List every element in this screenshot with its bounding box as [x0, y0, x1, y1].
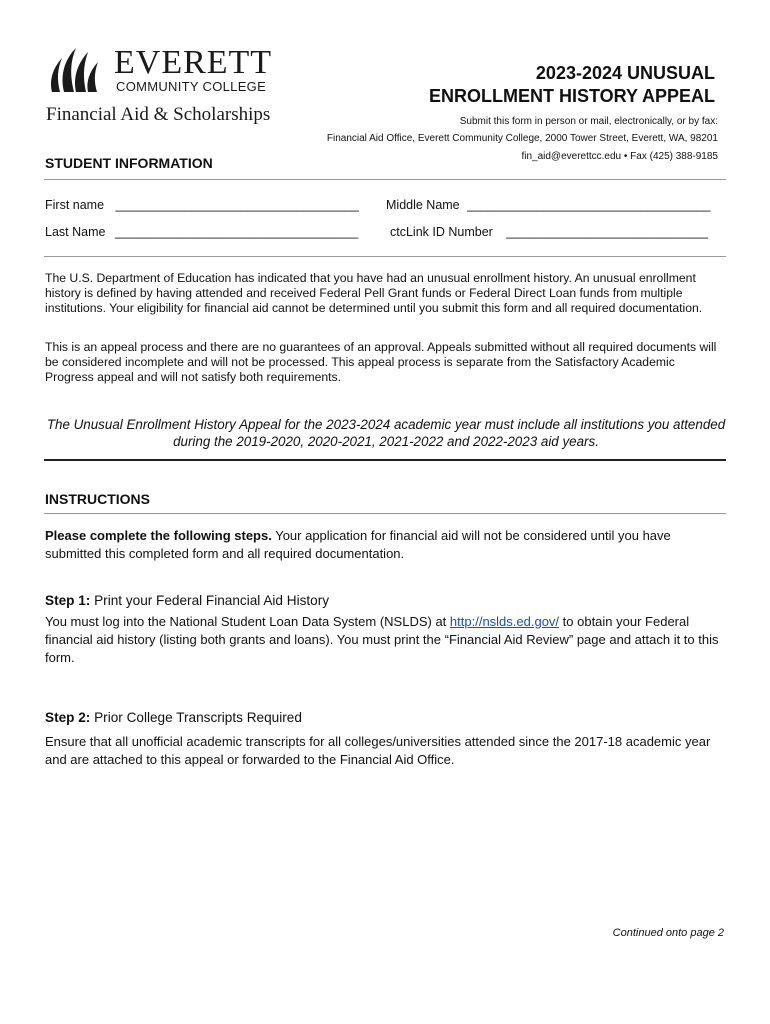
instructions-lead — [45, 527, 730, 563]
student-info-heading: STUDENT INFORMATION — [45, 155, 213, 171]
divider — [44, 513, 726, 514]
intro-paragraph-1: The U.S. Department of Education has indicated that you have had an unusual enrollment history. An unusual enrollment history is defined by having attended and received Federal Pell Grant funds or Federal Direct Loan funds from multiple institutions. Your eligibility for financial aid cannot be determined until you submit this form and all required documentation. — [45, 271, 703, 315]
form-title — [429, 62, 715, 108]
aid-years-notice: The Unusual Enrollment History Appeal for the 2023-2024 academic year must include all institutions you attended during the 2019-2020, 2020-2021, 2021-2022 and 2022-2023 aid years. — [46, 417, 726, 449]
last-name-label: Last Name — [45, 225, 106, 239]
divider — [44, 256, 726, 257]
step-2-title: Prior College Transcripts Required — [90, 710, 302, 725]
logo-department: Financial Aid & Scholarships — [46, 104, 271, 125]
step-2-heading — [45, 710, 302, 725]
ctclink-id-label: ctcLink ID Number — [390, 225, 493, 239]
middle-name-blank[interactable]: ___________________________________ — [467, 198, 711, 212]
step-1-text-after: to obtain your Federal financial aid history (listing both grants and loans). You must print the “Financial Aid Review” page and attach it to this form. — [45, 614, 719, 665]
logo-name: EVERETT — [114, 44, 273, 81]
logo-flame-icon — [46, 46, 108, 94]
step-1-heading — [45, 593, 329, 608]
ctclink-id-blank[interactable]: _____________________________ — [506, 225, 708, 239]
instructions-lead-text: Your application for financial aid will not be considered until you have submitted this completed form and all required documentation. — [45, 528, 671, 561]
instructions-lead-bold: Please complete the following steps. — [45, 528, 272, 543]
step-1-title: Print your Federal Financial Aid History — [90, 593, 330, 608]
step-2-text: Ensure that all unofficial academic transcripts for all colleges/universities attended since the 2017-18 academic year and are attached to this appeal or forwarded to the Financial Aid Office. — [45, 734, 711, 767]
nslds-link[interactable]: http://nslds.ed.gov/ — [449, 614, 560, 629]
step-1-label: Step 1: — [45, 593, 91, 608]
middle-name-field[interactable] — [386, 198, 710, 212]
middle-name-label: Middle Name — [386, 198, 460, 212]
first-name-field[interactable] — [45, 198, 359, 212]
title-line-2: ENROLLMENT HISTORY APPEAL — [428, 86, 715, 106]
ctclink-id-field[interactable] — [390, 225, 708, 239]
logo-college: COMMUNITY COLLEGE — [116, 79, 267, 94]
continued-note: Continued onto page 2 — [612, 927, 724, 939]
first-name-label: First name — [45, 198, 105, 212]
divider-thick — [44, 459, 726, 461]
divider — [44, 179, 726, 180]
step-1-text-before: You must log into the National Student Loan Data System (NSLDS) at — [45, 614, 450, 629]
last-name-blank[interactable]: ___________________________________ — [114, 225, 359, 239]
office-contact: fin_aid@everettcc.edu • Fax (425) 388-9185 — [521, 151, 718, 162]
title-line-1: 2023-2024 UNUSUAL — [535, 63, 715, 83]
submit-instructions: Submit this form in person or mail, electronically, or by fax: — [459, 116, 718, 127]
first-name-blank[interactable]: ___________________________________ — [115, 198, 359, 212]
intro-paragraph-2: This is an appeal process and there are no guarantees of an approval. Appeals submitted without all required documents will be considered incomplete and will not be processed. This appeal process is separate from the Satisfactory Academic Progress appeal and will not satisfy both requirements. — [45, 340, 717, 384]
instructions-heading: INSTRUCTIONS — [45, 491, 150, 507]
last-name-field[interactable] — [45, 225, 358, 239]
step-2-label: Step 2: — [45, 710, 91, 725]
step-1-text — [45, 613, 730, 667]
office-address: Financial Aid Office, Everett Community College, 2000 Tower Street, Everett, WA, 98201 — [326, 133, 718, 144]
college-logo — [46, 46, 276, 130]
